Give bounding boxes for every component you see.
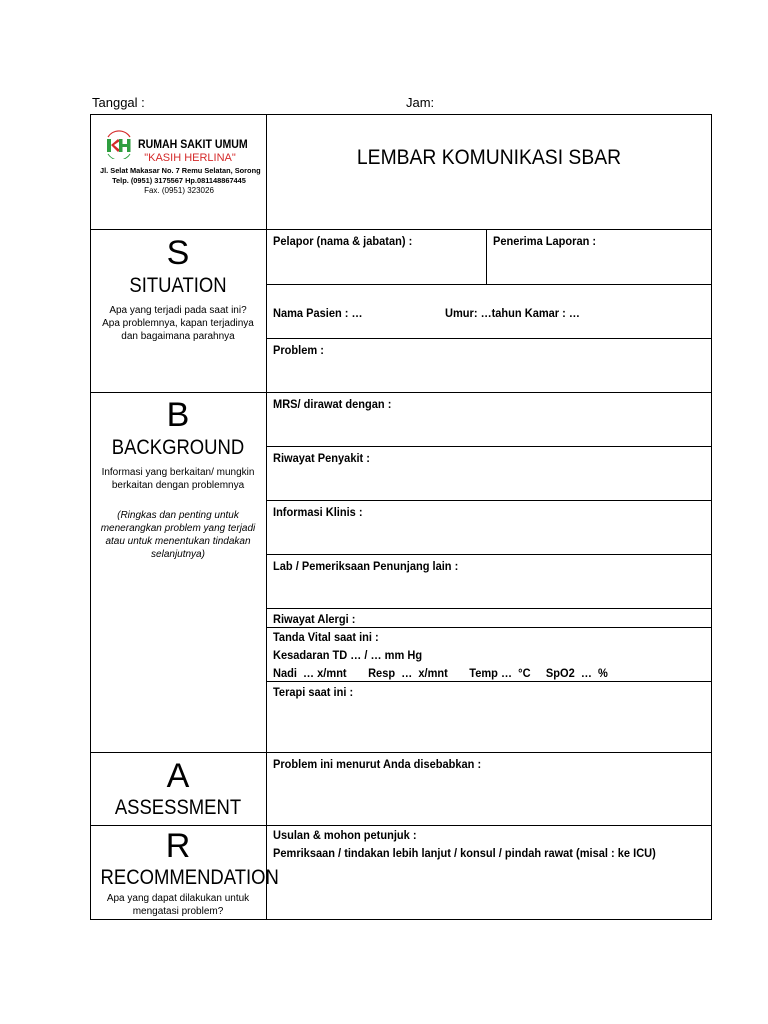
- section-r-letter: R: [165, 827, 191, 865]
- section-a-word: ASSESSMENT: [114, 796, 242, 819]
- form-title: LEMBAR KOMUNIKASI SBAR: [356, 146, 622, 169]
- divider-situation: [90, 392, 712, 393]
- section-b-letter: B: [166, 396, 190, 434]
- pemeriksaan-field[interactable]: Pemriksaan / tindakan lebih lanjut / konsul / pindah rawat (misal : ke ICU): [273, 846, 656, 860]
- section-b-description: Informasi yang berkaitan/ mungkin berkaitan dengan problemnya: [101, 467, 255, 491]
- section-a-letter: A: [166, 757, 190, 795]
- hospital-fax: Fax. (0951) 323026: [144, 186, 214, 195]
- lab-field[interactable]: Lab / Pemeriksaan Penunjang lain :: [273, 559, 459, 573]
- mrs-field[interactable]: MRS/ dirawat dengan :: [273, 397, 392, 411]
- section-s-word: SITUATION: [129, 274, 227, 297]
- section-b-word: BACKGROUND: [111, 436, 245, 459]
- pelapor-field[interactable]: Pelapor (nama & jabatan) :: [273, 234, 413, 248]
- column-divider: [266, 114, 267, 920]
- nama-pasien-field[interactable]: Nama Pasien : …: [273, 306, 363, 320]
- hospital-logo-icon: [104, 129, 134, 159]
- section-s-letter: S: [166, 234, 190, 272]
- hospital-subname: "KASIH HERLINA": [144, 152, 236, 164]
- divider-assessment: [90, 825, 712, 826]
- hospital-address: Jl. Selat Makasar No. 7 Remu Selatan, Sorong: [100, 166, 261, 175]
- terapi-field[interactable]: Terapi saat ini :: [273, 685, 354, 699]
- riwayat-alergi-field[interactable]: Riwayat Alergi :: [273, 612, 356, 626]
- divider-header: [90, 229, 712, 230]
- row-divider: [266, 681, 712, 682]
- umur-kamar-field[interactable]: Umur: …tahun Kamar : …: [445, 306, 580, 320]
- row-divider: [266, 500, 712, 501]
- pelapor-penerima-divider: [486, 229, 487, 284]
- section-r-description: Apa yang dapat dilakukan untuk mengatasi problem?: [106, 893, 250, 917]
- row-divider: [266, 284, 712, 285]
- section-r-word: RECOMMENDATION: [100, 866, 279, 889]
- section-b-note: (Ringkas dan penting untuk menerangkan problem yang terjadi atau untuk menentukan tindakan selanjutnya): [100, 510, 256, 560]
- problem-field[interactable]: Problem :: [273, 343, 324, 357]
- riwayat-penyakit-field[interactable]: Riwayat Penyakit :: [273, 451, 370, 465]
- tanggal-label: Tanggal :: [92, 95, 145, 110]
- tanda-vital-label: Tanda Vital saat ini :: [273, 630, 379, 644]
- row-divider: [266, 446, 712, 447]
- informasi-klinis-field[interactable]: Informasi Klinis :: [273, 505, 363, 519]
- jam-label: Jam:: [406, 95, 435, 110]
- hospital-phone: Telp. (0951) 3175567 Hp.081148867445: [112, 176, 246, 185]
- kesadaran-td-field[interactable]: Kesadaran TD … / … mm Hg: [273, 648, 423, 662]
- section-s-description: Apa yang terjadi pada saat ini? Apa problemnya, kapan terjadinya dan bagaimana parahnya: [102, 305, 254, 342]
- divider-background: [90, 752, 712, 753]
- nadi-resp-temp-field[interactable]: Nadi … x/mnt Resp … x/mnt Temp … °C SpO2 … %: [273, 666, 608, 680]
- row-divider: [266, 608, 712, 609]
- penerima-field[interactable]: Penerima Laporan :: [493, 234, 597, 248]
- row-divider: [266, 338, 712, 339]
- row-divider: [266, 554, 712, 555]
- row-divider: [266, 627, 712, 628]
- assessment-field[interactable]: Problem ini menurut Anda disebabkan :: [273, 757, 482, 771]
- hospital-name: RUMAH SAKIT UMUM: [138, 137, 248, 151]
- usulan-field[interactable]: Usulan & mohon petunjuk :: [273, 828, 417, 842]
